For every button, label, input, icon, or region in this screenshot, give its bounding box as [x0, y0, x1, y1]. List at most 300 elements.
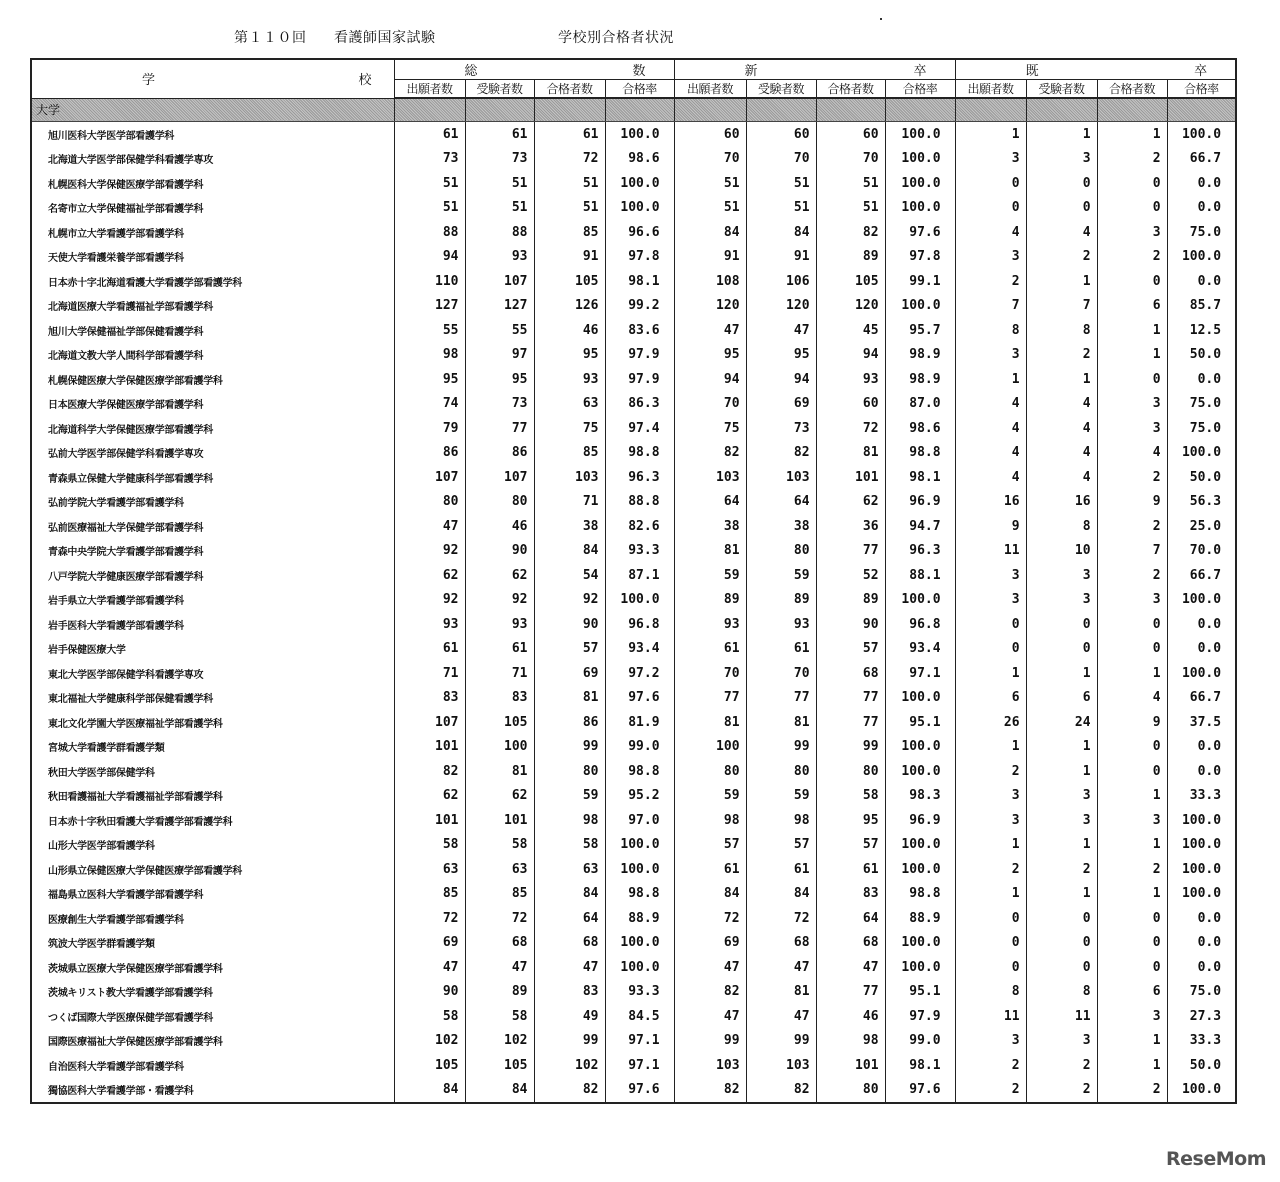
count-cell: 47 [534, 955, 605, 980]
count-cell: 70 [816, 147, 885, 172]
count-cell: 51 [394, 171, 465, 196]
count-cell: 127 [394, 294, 465, 319]
count-cell: 80 [746, 759, 816, 784]
pass-rate-cell: 99.0 [605, 735, 674, 760]
count-cell: 101 [816, 465, 885, 490]
count-cell: 74 [394, 392, 465, 417]
count-cell: 75 [674, 416, 746, 441]
count-cell: 4 [1097, 441, 1167, 466]
count-cell: 102 [394, 1029, 465, 1054]
count-cell: 2 [1097, 465, 1167, 490]
school-name: 札幌保健医療大学保健医療学部看護学科 [31, 367, 394, 392]
table-row [31, 759, 1236, 784]
count-cell: 4 [955, 465, 1026, 490]
count-cell: 90 [394, 980, 465, 1005]
pass-rate-cell: 97.9 [605, 367, 674, 392]
count-cell: 92 [394, 539, 465, 564]
school-name: 北海道文教大学人間科学部看護学科 [31, 343, 394, 368]
pass-rate-cell: 97.8 [885, 245, 955, 270]
pass-rate-cell: 98.6 [885, 416, 955, 441]
count-cell: 1 [1097, 882, 1167, 907]
count-cell: 1 [1097, 318, 1167, 343]
count-cell: 89 [674, 588, 746, 613]
count-cell: 8 [1026, 980, 1097, 1005]
count-cell: 101 [465, 808, 534, 833]
count-cell: 3 [1026, 588, 1097, 613]
count-cell: 94 [746, 367, 816, 392]
count-cell: 1 [1026, 735, 1097, 760]
pass-rate-cell: 100.0 [885, 122, 955, 147]
pass-rate-cell: 100.0 [605, 122, 674, 147]
count-cell: 3 [1026, 563, 1097, 588]
pass-rate-cell: 97.6 [605, 686, 674, 711]
table-row [31, 563, 1236, 588]
pass-rate-cell: 100.0 [1167, 245, 1236, 270]
count-cell: 51 [534, 171, 605, 196]
count-cell: 60 [746, 122, 816, 147]
pass-rate-cell: 88.1 [885, 563, 955, 588]
count-cell: 85 [534, 220, 605, 245]
count-cell: 93 [746, 612, 816, 637]
count-cell: 93 [816, 367, 885, 392]
school-name: 日本医療大学保健医療学部看護学科 [31, 392, 394, 417]
scan-speck [880, 18, 882, 20]
school-name: 日本赤十字秋田看護大学看護学部看護学科 [31, 808, 394, 833]
school-name: 八戸学院大学健康医療学部看護学科 [31, 563, 394, 588]
count-cell: 4 [955, 392, 1026, 417]
pass-rate-cell: 96.9 [885, 808, 955, 833]
count-cell: 72 [816, 416, 885, 441]
count-cell: 88 [394, 220, 465, 245]
count-cell: 77 [465, 416, 534, 441]
count-cell: 68 [816, 661, 885, 686]
pass-rate-cell: 100.0 [1167, 588, 1236, 613]
count-cell: 4 [1097, 686, 1167, 711]
count-cell: 99 [534, 1029, 605, 1054]
count-cell: 83 [465, 686, 534, 711]
count-cell: 84 [674, 882, 746, 907]
count-cell: 72 [394, 906, 465, 931]
count-cell: 61 [465, 637, 534, 662]
count-cell: 72 [674, 906, 746, 931]
count-cell: 51 [746, 196, 816, 221]
count-cell: 0 [955, 931, 1026, 956]
section-cell [465, 98, 534, 122]
table-row [31, 367, 1236, 392]
count-cell: 26 [955, 710, 1026, 735]
pass-rate-cell: 98.1 [885, 1053, 955, 1078]
count-cell: 80 [816, 1078, 885, 1104]
count-cell: 3 [1097, 1004, 1167, 1029]
count-cell: 0 [1026, 637, 1097, 662]
count-cell: 61 [674, 857, 746, 882]
count-cell: 84 [465, 1078, 534, 1104]
pass-rate-cell: 96.9 [885, 490, 955, 515]
count-cell: 97 [465, 343, 534, 368]
pass-rate-cell: 100.0 [1167, 808, 1236, 833]
pass-rate-cell: 0.0 [1167, 367, 1236, 392]
count-cell: 102 [465, 1029, 534, 1054]
pass-rate-cell: 33.3 [1167, 784, 1236, 809]
school-name: 東北大学医学部保健学科看護学専攻 [31, 661, 394, 686]
count-cell: 84 [746, 882, 816, 907]
table-row [31, 980, 1236, 1005]
count-cell: 80 [816, 759, 885, 784]
count-cell: 3 [955, 343, 1026, 368]
count-cell: 120 [746, 294, 816, 319]
school-name: 秋田大学医学部保健学科 [31, 759, 394, 784]
count-cell: 6 [955, 686, 1026, 711]
pass-rate-cell: 97.1 [605, 1029, 674, 1054]
count-cell: 61 [816, 857, 885, 882]
pass-rate-cell: 75.0 [1167, 980, 1236, 1005]
count-cell: 51 [674, 171, 746, 196]
count-cell: 2 [955, 1078, 1026, 1104]
count-cell: 72 [465, 906, 534, 931]
count-cell: 1 [1026, 269, 1097, 294]
pass-rate-cell: 100.0 [605, 196, 674, 221]
count-cell: 1 [1097, 122, 1167, 147]
count-cell: 120 [816, 294, 885, 319]
section-cell [605, 98, 674, 122]
count-cell: 45 [816, 318, 885, 343]
count-cell: 0 [1026, 906, 1097, 931]
count-cell: 70 [674, 661, 746, 686]
table-row [31, 343, 1236, 368]
count-cell: 60 [816, 392, 885, 417]
count-cell: 0 [1026, 171, 1097, 196]
count-cell: 47 [465, 955, 534, 980]
count-cell: 3 [955, 147, 1026, 172]
count-cell: 92 [465, 588, 534, 613]
table-row [31, 661, 1236, 686]
school-name: 旭川医科大学医学部看護学科 [31, 122, 394, 147]
count-cell: 95 [534, 343, 605, 368]
count-cell: 108 [674, 269, 746, 294]
pass-rate-cell: 99.2 [605, 294, 674, 319]
pass-rate-cell: 88.9 [605, 906, 674, 931]
count-cell: 49 [534, 1004, 605, 1029]
table-row [31, 539, 1236, 564]
count-cell: 2 [1097, 563, 1167, 588]
school-name: 札幌医科大学保健医療学部看護学科 [31, 171, 394, 196]
count-cell: 83 [816, 882, 885, 907]
school-name: 医療創生大学看護学部看護学科 [31, 906, 394, 931]
count-cell: 38 [746, 514, 816, 539]
count-cell: 68 [746, 931, 816, 956]
count-cell: 51 [674, 196, 746, 221]
count-cell: 59 [534, 784, 605, 809]
pass-rate-cell: 98.6 [605, 147, 674, 172]
count-cell: 105 [816, 269, 885, 294]
count-cell: 68 [816, 931, 885, 956]
school-name: 山形大学医学部看護学科 [31, 833, 394, 858]
pass-rate-cell: 98.9 [885, 343, 955, 368]
count-cell: 101 [816, 1053, 885, 1078]
count-cell: 99 [746, 1029, 816, 1054]
count-cell: 1 [1026, 661, 1097, 686]
count-cell: 82 [394, 759, 465, 784]
document-subject: 学校別合格者状況 [558, 30, 674, 46]
subcolumn-header: 受験者数 [746, 80, 816, 99]
group-total: 総 数 [394, 59, 674, 80]
count-cell: 72 [746, 906, 816, 931]
section-cell [1167, 98, 1236, 122]
group-new-graduates: 新 卒 [674, 59, 955, 80]
count-cell: 4 [955, 416, 1026, 441]
pass-rate-cell: 83.6 [605, 318, 674, 343]
count-cell: 81 [746, 980, 816, 1005]
count-cell: 105 [394, 1053, 465, 1078]
count-cell: 51 [746, 171, 816, 196]
count-cell: 38 [534, 514, 605, 539]
count-cell: 46 [534, 318, 605, 343]
count-cell: 90 [534, 612, 605, 637]
count-cell: 98 [816, 1029, 885, 1054]
count-cell: 0 [955, 171, 1026, 196]
count-cell: 3 [1026, 784, 1097, 809]
count-cell: 61 [394, 637, 465, 662]
count-cell: 1 [1097, 1029, 1167, 1054]
count-cell: 82 [816, 220, 885, 245]
count-cell: 77 [674, 686, 746, 711]
count-cell: 62 [465, 784, 534, 809]
count-cell: 2 [955, 269, 1026, 294]
section-cell [674, 98, 746, 122]
count-cell: 3 [1026, 808, 1097, 833]
subcolumn-header: 出願者数 [394, 80, 465, 99]
pass-rate-cell: 100.0 [605, 931, 674, 956]
count-cell: 102 [534, 1053, 605, 1078]
pass-rate-cell: 97.6 [605, 1078, 674, 1104]
count-cell: 11 [955, 539, 1026, 564]
count-cell: 7 [1026, 294, 1097, 319]
count-cell: 8 [1026, 318, 1097, 343]
school-name: 名寄市立大学保健福祉学部看護学科 [31, 196, 394, 221]
count-cell: 0 [1026, 196, 1097, 221]
count-cell: 24 [1026, 710, 1097, 735]
count-cell: 107 [465, 269, 534, 294]
pass-rate-cell: 37.5 [1167, 710, 1236, 735]
group-past-graduates: 既 卒 [955, 59, 1236, 80]
count-cell: 59 [674, 784, 746, 809]
pass-rate-cell: 0.0 [1167, 269, 1236, 294]
school-name: 岩手医科大学看護学部看護学科 [31, 612, 394, 637]
count-cell: 0 [1097, 906, 1167, 931]
count-cell: 0 [1097, 196, 1167, 221]
pass-rate-cell: 98.8 [605, 759, 674, 784]
table-row [31, 808, 1236, 833]
table-row [31, 465, 1236, 490]
count-cell: 59 [746, 563, 816, 588]
count-cell: 2 [1026, 245, 1097, 270]
count-cell: 2 [1097, 1078, 1167, 1104]
count-cell: 90 [816, 612, 885, 637]
count-cell: 77 [816, 539, 885, 564]
count-cell: 0 [955, 612, 1026, 637]
count-cell: 38 [674, 514, 746, 539]
table-row [31, 245, 1236, 270]
pass-rate-cell: 95.2 [605, 784, 674, 809]
table-row [31, 931, 1236, 956]
count-cell: 63 [534, 857, 605, 882]
count-cell: 54 [534, 563, 605, 588]
subcolumn-header: 受験者数 [465, 80, 534, 99]
pass-rate-cell: 99.0 [885, 1029, 955, 1054]
count-cell: 73 [394, 147, 465, 172]
pass-rate-cell: 100.0 [605, 833, 674, 858]
count-cell: 63 [465, 857, 534, 882]
count-cell: 2 [955, 857, 1026, 882]
count-cell: 83 [394, 686, 465, 711]
count-cell: 1 [1097, 784, 1167, 809]
count-cell: 95 [394, 367, 465, 392]
count-cell: 0 [1026, 931, 1097, 956]
pass-rate-cell: 12.5 [1167, 318, 1236, 343]
count-cell: 85 [465, 882, 534, 907]
school-name: 獨協医科大学看護学部・看護学科 [31, 1078, 394, 1104]
count-cell: 101 [394, 808, 465, 833]
count-cell: 4 [1026, 441, 1097, 466]
count-cell: 92 [534, 588, 605, 613]
table-row [31, 514, 1236, 539]
table-row [31, 1078, 1236, 1104]
count-cell: 0 [955, 637, 1026, 662]
count-cell: 103 [746, 465, 816, 490]
count-cell: 57 [816, 833, 885, 858]
count-cell: 1 [1026, 833, 1097, 858]
count-cell: 81 [534, 686, 605, 711]
count-cell: 107 [465, 465, 534, 490]
pass-rate-cell: 93.4 [885, 637, 955, 662]
count-cell: 86 [465, 441, 534, 466]
count-cell: 99 [746, 735, 816, 760]
school-name: 岩手保健医療大学 [31, 637, 394, 662]
count-cell: 47 [746, 1004, 816, 1029]
pass-rate-cell: 93.3 [605, 980, 674, 1005]
count-cell: 110 [394, 269, 465, 294]
pass-rate-cell: 97.2 [605, 661, 674, 686]
count-cell: 93 [465, 245, 534, 270]
count-cell: 47 [674, 955, 746, 980]
pass-rate-cell: 100.0 [605, 588, 674, 613]
count-cell: 98 [394, 343, 465, 368]
count-cell: 3 [955, 808, 1026, 833]
count-cell: 101 [394, 735, 465, 760]
table-row [31, 416, 1236, 441]
count-cell: 3 [955, 245, 1026, 270]
count-cell: 46 [816, 1004, 885, 1029]
pass-rate-cell: 100.0 [1167, 441, 1236, 466]
count-cell: 58 [465, 833, 534, 858]
count-cell: 47 [746, 955, 816, 980]
count-cell: 103 [534, 465, 605, 490]
count-cell: 8 [1026, 514, 1097, 539]
count-cell: 1 [1097, 343, 1167, 368]
count-cell: 81 [746, 710, 816, 735]
school-name: 東北文化学園大学医療福祉学部看護学科 [31, 710, 394, 735]
count-cell: 80 [746, 539, 816, 564]
pass-rate-cell: 100.0 [885, 833, 955, 858]
count-cell: 1 [1097, 661, 1167, 686]
pass-rate-cell: 0.0 [1167, 196, 1236, 221]
count-cell: 69 [746, 392, 816, 417]
count-cell: 0 [1097, 931, 1167, 956]
count-cell: 100 [465, 735, 534, 760]
pass-rate-cell: 98.8 [605, 441, 674, 466]
table-row [31, 1053, 1236, 1078]
count-cell: 3 [1097, 808, 1167, 833]
school-name: 弘前学院大学看護学部看護学科 [31, 490, 394, 515]
pass-rate-cell: 93.3 [605, 539, 674, 564]
count-cell: 62 [816, 490, 885, 515]
count-cell: 91 [534, 245, 605, 270]
count-cell: 3 [1097, 392, 1167, 417]
count-cell: 47 [674, 1004, 746, 1029]
count-cell: 2 [1026, 857, 1097, 882]
count-cell: 55 [394, 318, 465, 343]
count-cell: 16 [955, 490, 1026, 515]
count-cell: 80 [674, 759, 746, 784]
count-cell: 81 [816, 441, 885, 466]
count-cell: 3 [1097, 220, 1167, 245]
count-cell: 84 [674, 220, 746, 245]
count-cell: 1 [1026, 122, 1097, 147]
pass-rate-cell: 66.7 [1167, 563, 1236, 588]
pass-rate-cell: 98.1 [605, 269, 674, 294]
count-cell: 46 [465, 514, 534, 539]
pass-rate-cell: 87.0 [885, 392, 955, 417]
count-cell: 82 [746, 1078, 816, 1104]
count-cell: 84 [534, 882, 605, 907]
school-name: 弘前大学医学部保健学科看護学専攻 [31, 441, 394, 466]
pass-rate-cell: 56.3 [1167, 490, 1236, 515]
count-cell: 1 [1026, 759, 1097, 784]
table-row [31, 490, 1236, 515]
school-name: 北海道大学医学部保健学科看護学専攻 [31, 147, 394, 172]
count-cell: 93 [465, 612, 534, 637]
count-cell: 80 [394, 490, 465, 515]
pass-rate-cell: 97.4 [605, 416, 674, 441]
count-cell: 6 [1097, 294, 1167, 319]
pass-rate-cell: 88.9 [885, 906, 955, 931]
pass-rate-cell: 97.1 [605, 1053, 674, 1078]
count-cell: 86 [394, 441, 465, 466]
count-cell: 82 [534, 1078, 605, 1104]
count-cell: 4 [1026, 465, 1097, 490]
school-name: 旭川大学保健福祉学部保健看護学科 [31, 318, 394, 343]
count-cell: 0 [1097, 612, 1167, 637]
count-cell: 62 [394, 563, 465, 588]
section-cell [534, 98, 605, 122]
pass-rate-cell: 100.0 [885, 171, 955, 196]
school-name: 山形県立保健医療大学保健医療学部看護学科 [31, 857, 394, 882]
count-cell: 105 [534, 269, 605, 294]
pass-rate-cell: 97.9 [885, 1004, 955, 1029]
count-cell: 105 [465, 1053, 534, 1078]
count-cell: 60 [674, 122, 746, 147]
pass-rate-cell: 50.0 [1167, 465, 1236, 490]
count-cell: 3 [955, 588, 1026, 613]
table-row [31, 171, 1236, 196]
pass-rate-cell: 98.8 [885, 441, 955, 466]
count-cell: 1 [955, 882, 1026, 907]
count-cell: 70 [746, 661, 816, 686]
section-cell [885, 98, 955, 122]
count-cell: 64 [534, 906, 605, 931]
count-cell: 61 [465, 122, 534, 147]
pass-rate-cell: 0.0 [1167, 637, 1236, 662]
